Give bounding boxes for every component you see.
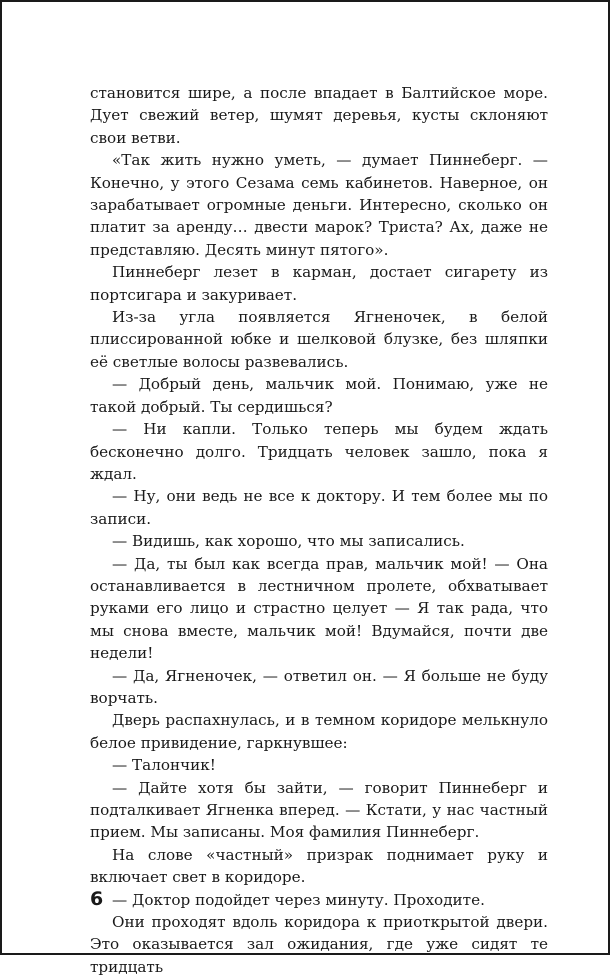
paragraph: — Ну, они ведь не все к доктору. И тем более мы по записи.	[90, 487, 548, 528]
paragraph: — Талончик!	[112, 756, 216, 775]
paragraph: Из-за угла появляется Ягненочек, в белой плиссированной юбке и шелковой блузке, без шляпки её светлые волосы развевались.	[90, 308, 548, 371]
paragraph: — Да, ты был как всегда прав, мальчик мой! — Она останавливается в лестничном пролете, обхватывает руками его лицо и страстно целует — Я так рада, что мы снова вместе, мальчик мой! Вдумайся, почти две недели!	[90, 554, 548, 663]
paragraph: — Добрый день, мальчик мой. Понимаю, уже не такой добрый. Ты сердишься?	[90, 375, 548, 416]
paragraph: Они проходят вдоль коридора к приоткрытой двери. Это оказывается зал ожидания, где уже сидят те тридцать	[90, 913, 548, 976]
paragraph: На слове «частный» призрак поднимает руку и включает свет в коридоре.	[90, 845, 548, 887]
paragraph: «Так жить нужно уметь, — думает Пиннеберг. — Конечно, у этого Сезама семь кабинетов. Наверное, он зарабатывает огромные деньги. Интересно, сколько он платит за аренду… двести марок? Триста? Ах, даже не представляю. Десять минут пятого».	[90, 151, 548, 259]
paragraph: — Дайте хотя бы зайти, — говорит Пиннеберг и подталкивает Ягненка вперед. — Кстати, у нас частный прием. Мы записаны. Моя фамилия Пиннеберг.	[90, 778, 548, 842]
paragraph: — Да, Ягненочек, — ответил он. — Я больше не буду ворчать.	[90, 666, 548, 707]
paragraph: Пиннеберг лезет в карман, достает сигарету из портсигара и закуривает.	[90, 263, 548, 304]
paragraph: становится шире, а после впадает в Балтийское море. Дует свежий ветер, шумят деревья, кусты склоняют свои ветви.	[90, 84, 548, 147]
paragraph: Дверь распахнулась, и в темном коридоре мелькнуло белое привидение, гаркнувшее:	[90, 711, 548, 752]
paragraph: — Видишь, как хорошо, что мы записались.	[112, 532, 465, 551]
body-text	[90, 82, 548, 978]
paragraph: — Ни капли. Только теперь мы будем ждать бесконечно долго. Тридцать человек зашло, пока я ждал.	[90, 420, 548, 483]
page-number: 6	[90, 888, 104, 910]
paragraph: — Доктор подойдет через минуту. Проходите.	[112, 890, 485, 909]
